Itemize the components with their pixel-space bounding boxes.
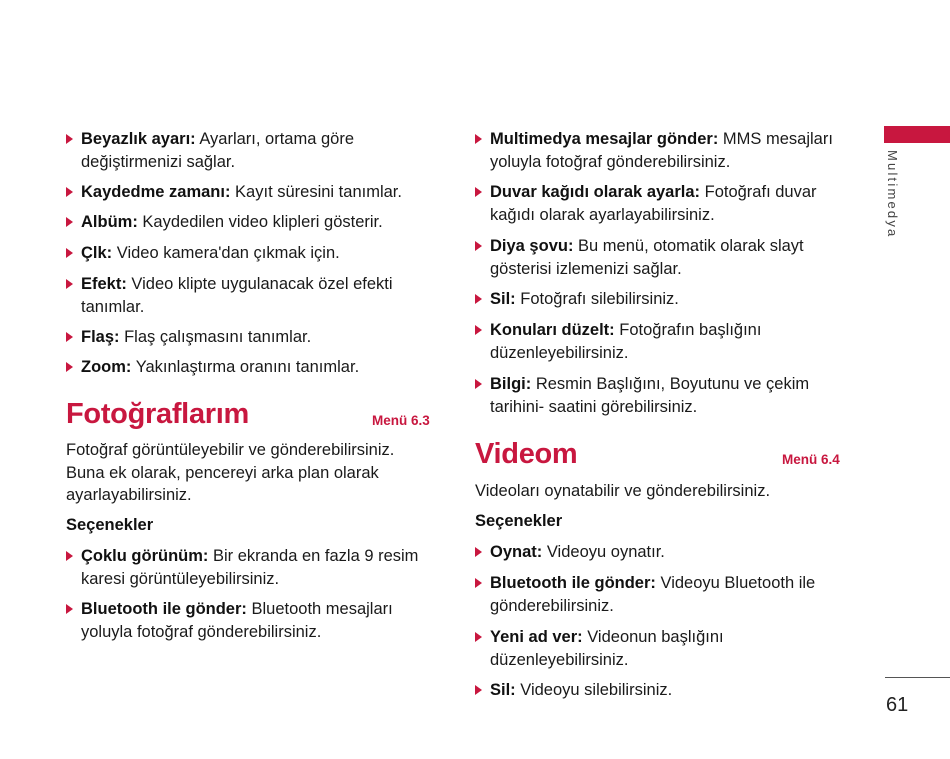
bullet-arrow-icon	[475, 547, 482, 557]
bullet-arrow-icon	[66, 551, 73, 561]
list-item: Bluetooth ile gönder: Bluetooth mesajları yoluyla fotoğraf gönderebilirsiniz.	[66, 598, 426, 643]
options-heading: Seçenekler	[66, 516, 154, 534]
list-item: Bluetooth ile gönder: Videoyu Bluetooth ile gönderebilirsiniz.	[475, 572, 835, 617]
list-item: Kaydedme zamanı: Kayıt süresini tanımlar.	[66, 181, 426, 204]
list-item: Diya şovu: Bu menü, otomatik olarak slayt gösterisi izlemenizi sağlar.	[475, 235, 835, 280]
list-item: Çlk: Video kamera'dan çıkmak için.	[66, 242, 426, 265]
page-divider	[885, 677, 950, 678]
section-title: Videom	[475, 438, 578, 470]
bullet-arrow-icon	[66, 187, 73, 197]
list-item: Zoom: Yakınlaştırma oranını tanımlar.	[66, 356, 426, 379]
section-title: Fotoğraflarım	[66, 398, 250, 430]
list-item: Yeni ad ver: Videonun başlığını düzenleyebilirsiniz.	[475, 626, 835, 671]
list-item: Çoklu görünüm: Bir ekranda en fazla 9 resim karesi görüntüleyebilirsiniz.	[66, 545, 426, 590]
list-item: Flaş: Flaş çalışmasını tanımlar.	[66, 326, 426, 349]
bullet-arrow-icon	[475, 294, 482, 304]
bullet-arrow-icon	[66, 362, 73, 372]
chapter-label: Multimedya	[885, 150, 900, 239]
bullet-arrow-icon	[475, 134, 482, 144]
bullet-arrow-icon	[66, 332, 73, 342]
bullet-arrow-icon	[66, 248, 73, 258]
bullet-arrow-icon	[475, 632, 482, 642]
menu-reference: Menü 6.3	[372, 413, 430, 428]
section-intro: Fotoğraf görüntüleyebilir ve gönderebilirsiniz. Buna ek olarak, pencereyi arka plan olarak ayarlayabilirsiniz.	[66, 441, 395, 504]
page-number: 61	[886, 694, 909, 716]
list-item: Beyazlık ayarı: Ayarları, ortama göre değiştirmenizi sağlar.	[66, 128, 426, 173]
bullet-arrow-icon	[475, 379, 482, 389]
list-item: Albüm: Kaydedilen video klipleri gösterir.	[66, 211, 426, 234]
bullet-arrow-icon	[475, 685, 482, 695]
list-item: Bilgi: Resmin Başlığını, Boyutunu ve çekim tarihini- saatini görebilirsiniz.	[475, 373, 835, 418]
list-item: Multimedya mesajlar gönder: MMS mesajları yoluyla fotoğraf gönderebilirsiniz.	[475, 128, 835, 173]
options-heading: Seçenekler	[475, 512, 563, 530]
bullet-arrow-icon	[66, 217, 73, 227]
bullet-arrow-icon	[66, 279, 73, 289]
bullet-arrow-icon	[475, 187, 482, 197]
menu-reference: Menü 6.4	[782, 452, 840, 467]
section-intro: Videoları oynatabilir ve gönderebilirsiniz.	[475, 482, 771, 500]
list-item: Duvar kağıdı olarak ayarla: Fotoğrafı duvar kağıdı olarak ayarlayabilirsiniz.	[475, 181, 835, 226]
list-item: Sil: Fotoğrafı silebilirsiniz.	[475, 288, 835, 311]
chapter-tab	[884, 126, 950, 143]
bullet-arrow-icon	[475, 241, 482, 251]
list-item: Oynat: Videoyu oynatır.	[475, 541, 835, 564]
list-item: Sil: Videoyu silebilirsiniz.	[475, 679, 835, 702]
bullet-arrow-icon	[475, 578, 482, 588]
bullet-arrow-icon	[66, 604, 73, 614]
list-item: Konuları düzelt: Fotoğrafın başlığını düzenleyebilirsiniz.	[475, 319, 835, 364]
list-item: Efekt: Video klipte uygulanacak özel efekti tanımlar.	[66, 273, 426, 318]
bullet-arrow-icon	[475, 325, 482, 335]
bullet-arrow-icon	[66, 134, 73, 144]
